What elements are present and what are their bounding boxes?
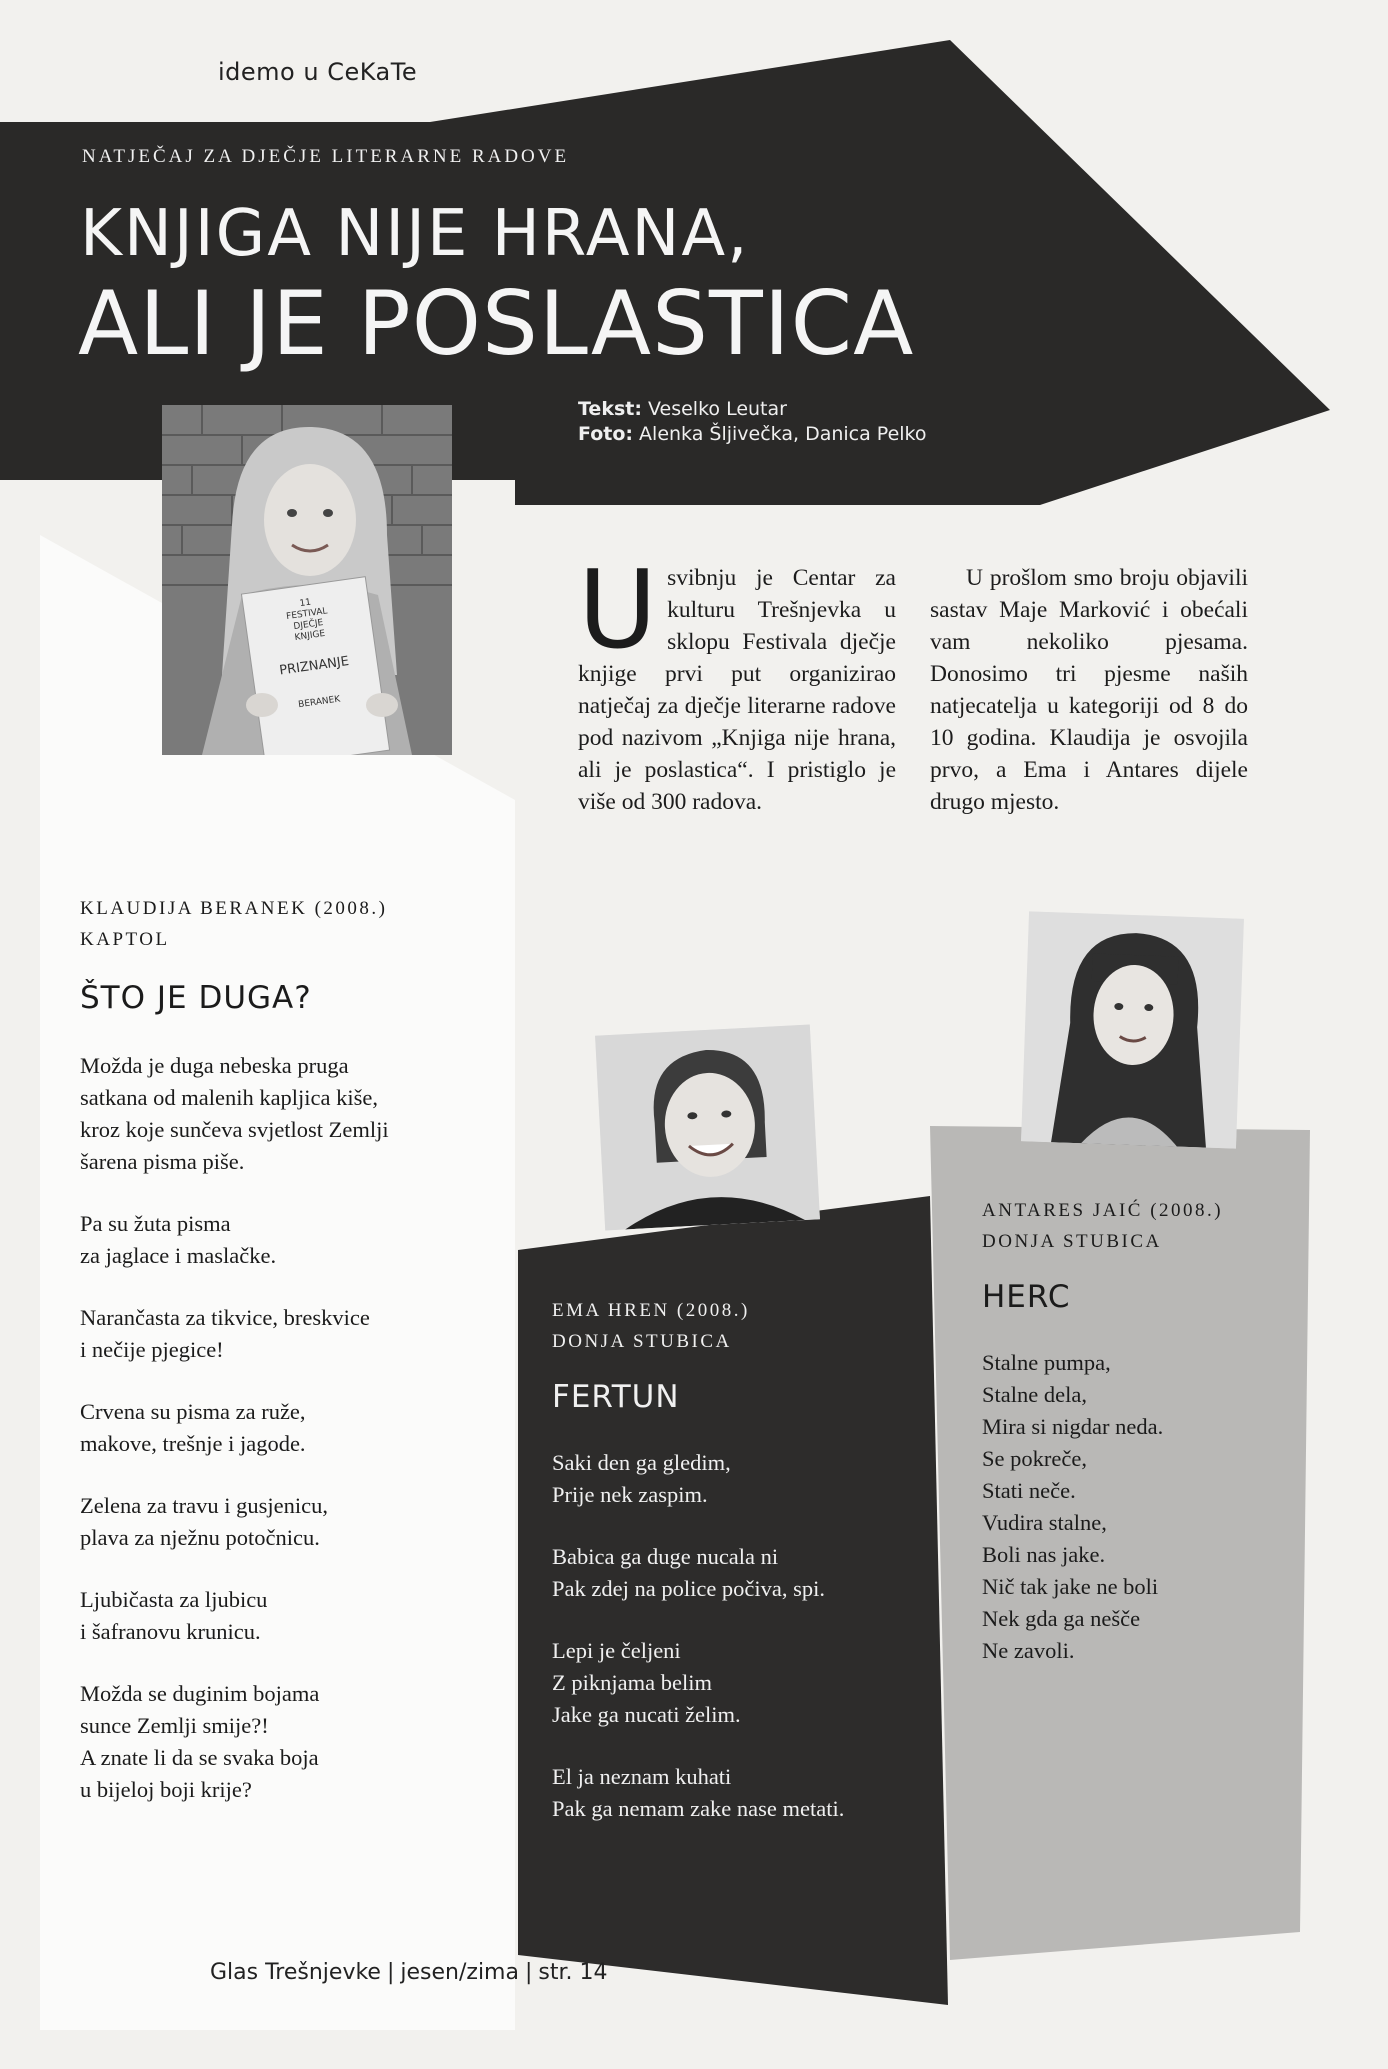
- poem-place: DONJA STUBICA: [982, 1231, 1162, 1252]
- text-credit-value: Veselko Leutar: [648, 398, 787, 420]
- photo-credit-value: Alenka Šljivečka, Danica Pelko: [639, 423, 927, 445]
- kicker: NATJEČAJ ZA DJEČJE LITERARNE RADOVE: [82, 146, 570, 167]
- certificate-line3: DJEČJE: [292, 618, 324, 633]
- stanza: Lepi je čeljeni Z piknjama belim Jake ga nucati želim.: [552, 1638, 741, 1727]
- footer-publication: Glas Trešnjevke: [210, 1960, 381, 1985]
- poem-title: HERC: [982, 1279, 1071, 1315]
- poem-title: FERTUN: [552, 1379, 680, 1415]
- certificate-title: PRIZNANJE: [278, 653, 350, 679]
- intro-text-1: svibnju je Centar za kulturu Trešnjevka u sklopu Festivala dječje knjige prvi put organizirao natječaj za dječje literarne radove pod nazivom „Knjiga nije hrana, ali je poslastica“. I pristiglo je više od 300 radova.: [578, 565, 896, 815]
- footer-separator: |: [386, 1960, 395, 1985]
- stanza: Babica ga duge nucala ni Pak zdej na police počiva, spi.: [552, 1544, 826, 1601]
- stanza: Stalne pumpa, Stalne dela, Mira si nigdar neda. Se pokreče, Stati neče. Vudira stalne, Boli nas jake. Nič tak jake ne boli Nek gda ga nešče Ne zavoli.: [982, 1350, 1164, 1663]
- certificate-line4: KNJIGE: [294, 628, 326, 644]
- poem-title: ŠTO JE DUGA?: [80, 980, 312, 1016]
- footer-issue: jesen/zima: [400, 1960, 519, 1985]
- footer: [210, 1960, 607, 1985]
- poem-place: DONJA STUBICA: [552, 1331, 732, 1352]
- intro-text-2: U prošlom smo broju objavili sastav Maje Marković i obećali vam nekoliko pjesama. Donosimo tri pjesme naših natjecatelja u kategoriji od 8 do 10 godina. Klaudija je osvojila prvo, a Ema i Antares dijele drugo mjesto.: [930, 565, 1248, 815]
- poem-ema: [552, 1295, 932, 1855]
- stanza: Zelena za travu i gusjenicu, plava za nježnu potočnicu.: [80, 1493, 329, 1550]
- certificate-line2: FESTIVAL: [285, 606, 329, 623]
- stanza: Crvena su pisma za ruže, makove, trešnje i jagode.: [80, 1399, 306, 1456]
- stanza: Saki den ga gledim, Prije nek zaspim.: [552, 1450, 731, 1507]
- stanza: El ja neznam kuhati Pak ga nemam zake nase metati.: [552, 1764, 845, 1821]
- stanza: Ljubičasta za ljubicu i šafranovu krunicu.: [80, 1587, 268, 1644]
- intro-column-1: [578, 548, 896, 818]
- running-head: idemo u CeKaTe: [218, 58, 418, 86]
- photo-ema: [595, 1025, 820, 1231]
- poem-klaudija: [80, 893, 500, 1836]
- text-credit: [578, 397, 927, 422]
- photo-klaudija: [162, 405, 452, 755]
- dropcap: U: [578, 548, 658, 673]
- certificate-name: BERANEK: [297, 694, 341, 711]
- text-credit-label: Tekst:: [578, 398, 642, 420]
- poem-author: KLAUDIJA BERANEK (2008.): [80, 898, 388, 919]
- certificate-line1: 11: [298, 597, 312, 610]
- footer-separator: |: [524, 1960, 533, 1985]
- photo-credit-label: Foto:: [578, 423, 633, 445]
- photo-credit: [578, 422, 927, 447]
- stanza: Možda se duginim bojama sunce Zemlji smije?! A znate li da se svaka boja u bijeloj boji krije?: [80, 1681, 320, 1802]
- page-title-line1: KNJIGA NIJE HRANA,: [80, 197, 750, 271]
- poem-author: ANTARES JAIĆ (2008.): [982, 1200, 1224, 1221]
- credits: [578, 397, 927, 447]
- poem-place: KAPTOL: [80, 929, 170, 950]
- stanza: Možda je duga nebeska pruga satkana od malenih kapljica kiše, kroz koje sunčeva svjetlost Zemlji šarena pisma piše.: [80, 1053, 389, 1174]
- poem-antares: [982, 1195, 1282, 1697]
- poem-author: EMA HREN (2008.): [552, 1300, 750, 1321]
- intro-column-2: [930, 562, 1248, 818]
- stanza: Pa su žuta pisma za jaglace i maslačke.: [80, 1211, 277, 1268]
- page-title-line2: ALI JE POSLASTICA: [78, 272, 915, 375]
- stanza: Narančasta za tikvice, breskvice i nečije pjegice!: [80, 1305, 370, 1362]
- photo-antares: [1021, 911, 1244, 1148]
- footer-page-number: str. 14: [538, 1960, 608, 1985]
